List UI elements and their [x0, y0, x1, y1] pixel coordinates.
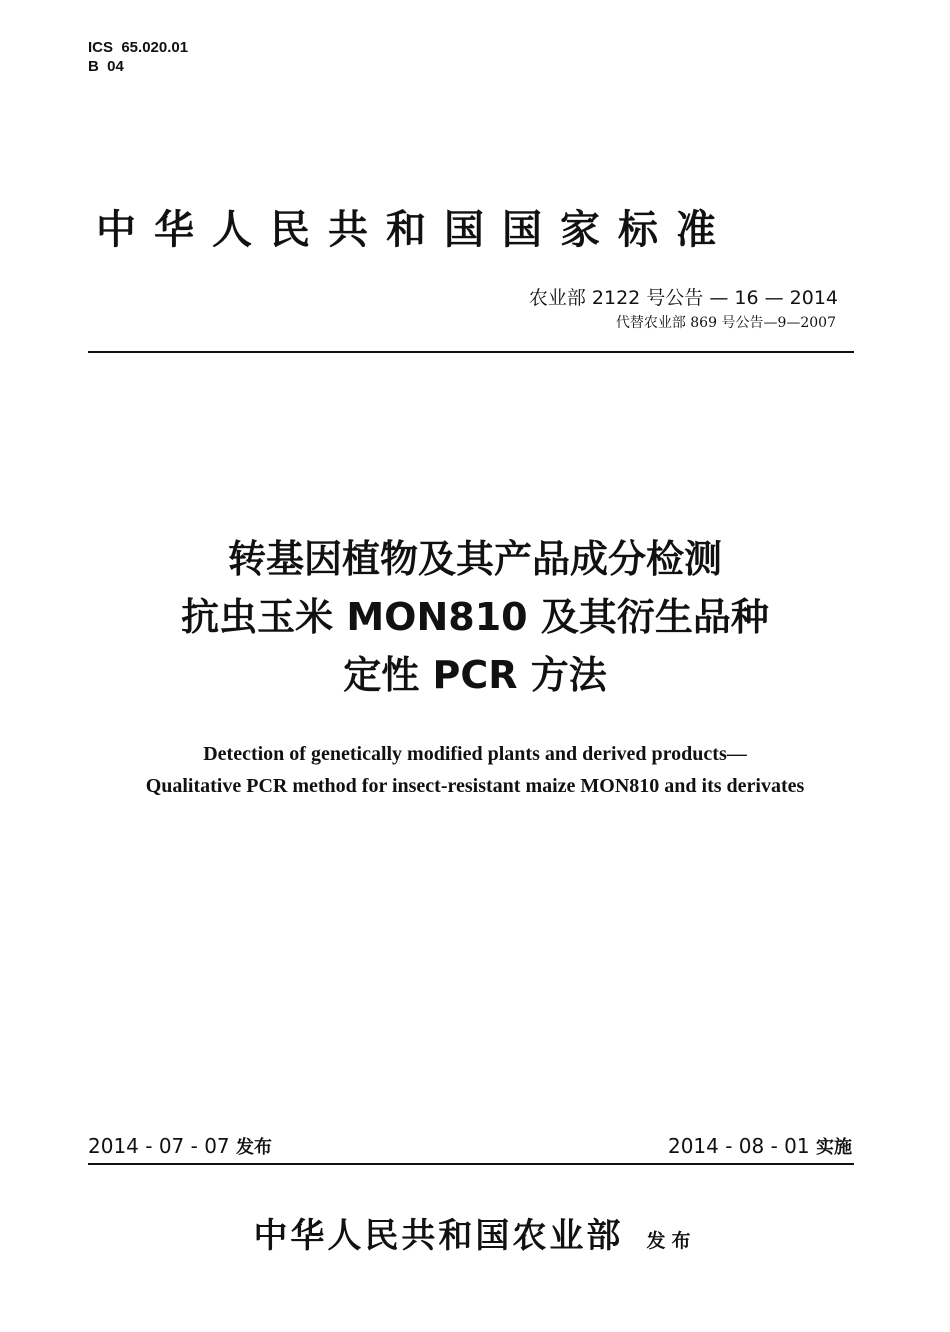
national-standard-title: 中华人民共和国国家标准 [96, 207, 734, 253]
ics-code: ICS 65.020.01 [88, 39, 189, 56]
publisher-name: 中华人民共和国农业部 [253, 1216, 624, 1256]
publisher-block [0, 1208, 950, 1257]
publish-label: 发布 [646, 1230, 697, 1252]
issue-date: 2014 - 07 - 07 [88, 1134, 230, 1158]
ccs-code: B 04 [88, 58, 124, 75]
implementation-date-block [668, 1133, 852, 1159]
chinese-title [0, 530, 950, 704]
standard-number: 农业部 2122 号公告 — 16 — 2014 [528, 287, 838, 309]
implementation-date: 2014 - 08 - 01 [667, 1134, 810, 1158]
chinese-title-line-2: 抗虫玉米 MON810 及其衍生品种 [181, 595, 769, 639]
english-title-line-1: Detection of genetically modified plants and derived products— [203, 743, 747, 765]
english-title-line-2: Qualitative PCR method for insect-resistant maize MON810 and its derivates [145, 775, 805, 797]
issue-label: 发布 [236, 1137, 273, 1158]
english-title [0, 738, 950, 802]
issue-date-block [88, 1133, 272, 1159]
classification-codes [88, 38, 188, 76]
chinese-title-line-3: 定性 PCR 方法 [343, 653, 607, 697]
chinese-title-line-1: 转基因植物及其产品成分检测 [227, 537, 722, 581]
top-divider [88, 351, 854, 353]
replaced-standard: 代替农业部 869 号公告—9—2007 [615, 315, 836, 331]
bottom-divider [88, 1163, 854, 1165]
implementation-label: 实施 [816, 1137, 852, 1158]
